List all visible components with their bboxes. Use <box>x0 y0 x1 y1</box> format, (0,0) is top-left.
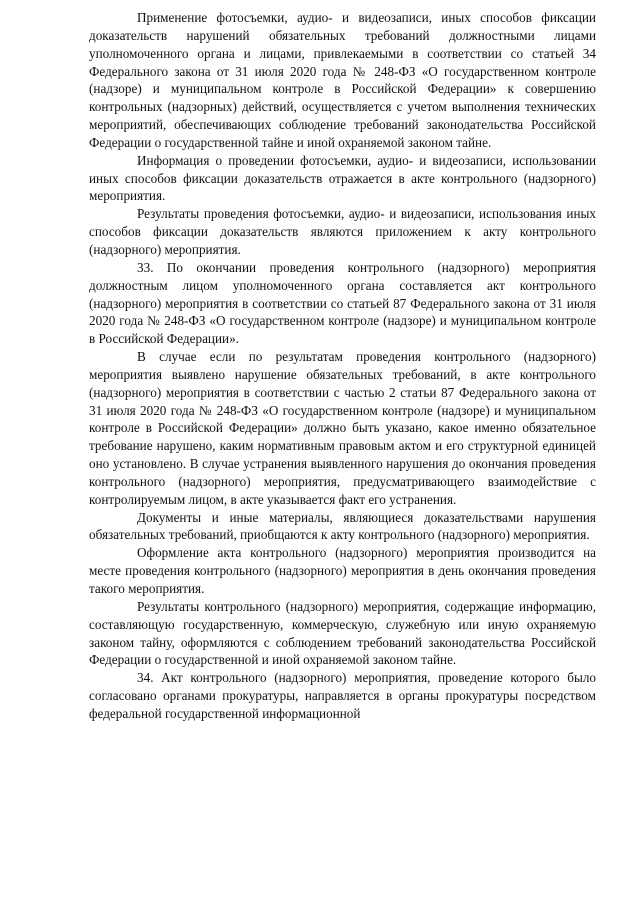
paragraph-evidence-materials: Документы и иные материалы, являющиеся доказательствами нарушения обязательных требований, приобщаются к акту контрольного (надзорного) мероприятия. <box>89 509 596 543</box>
paragraph-act-registration: Оформление акта контрольного (надзорного) мероприятия производится на месте проведения контрольного (надзорного) мероприятия в день окончания проведения такого мероприятия. <box>89 545 596 596</box>
paragraph-clause-34: 34. Акт контрольного (надзорного) мероприятия, проведение которого было согласовано органами прокуратуры, направляется в органы прокуратуры посредством федеральной государственной информационной <box>89 670 596 721</box>
document-body <box>89 9 596 723</box>
paragraph-violation-in-act: В случае если по результатам проведения контрольного (надзорного) мероприятия выявлено нарушение обязательных требований, в акте контрольного (надзорного) мероприятия в соответствии с частью 2 статьи 87 Федерального закона от 31 июля 2020 года № 248-ФЗ «О государственном контроле (надзоре) и муниципальном контроле в Российской Федерации» должно быть указано, какое именно обязательное требование нарушено, каким нормативным правовым актом и его структурной единицей оно установлено. В случае устранения выявленного нарушения до окончания проведения контрольного (надзорного) мероприятия, предусматривающего взаимодействие с контролируемым лицом, в акте указывается факт его устранения. <box>89 349 596 507</box>
paragraph-fixation-info-in-act: Информация о проведении фотосъемки, аудио- и видеозаписи, использовании иных способов фиксации доказательств отражается в акте контрольного (надзорного) мероприятия. <box>89 152 596 204</box>
paragraph-fixation-results-attachment: Результаты проведения фотосъемки, аудио- и видеозаписи, использования иных способов фиксации доказательств являются приложением к акту контрольного (надзорного) мероприятия. <box>89 206 596 257</box>
paragraph-photo-video-fixation: Применение фотосъемки, аудио- и видеозаписи, иных способов фиксации доказательств нарушений обязательных требований должностными лицами уполномоченного органа и лицами, привлекаемыми в соответствии со статьей 34 Федерального закона от 31 июля 2020 года № 248-ФЗ «О государственном контроле (надзоре) и муниципальном контроле в Российской Федерации» к совершению контрольных (надзорных) действий, осуществляется с учетом выполнения технических мероприятий, обеспечивающих соблюдение требований законодательства Российской Федерации о государственной тайне и иной охраняемой законом тайне. <box>89 10 596 150</box>
paragraph-secret-information: Результаты контрольного (надзорного) мероприятия, содержащие информацию, составляющую государственную, коммерческую, служебную или иную охраняемую законом тайну, оформляются с соблюдением требований законодательства Российской Федерации о государственной и иной охраняемой законом тайне. <box>89 598 596 668</box>
paragraph-clause-33: 33. По окончании проведения контрольного (надзорного) мероприятия должностным лицом уполномоченного органа составляется акт контрольного (надзорного) мероприятия в соответствии со статьей 87 Федерального закона от 31 июля 2020 года № 248-ФЗ «О государственном контроле (надзоре) и муниципальном контроле в Российской Федерации». <box>89 259 596 347</box>
